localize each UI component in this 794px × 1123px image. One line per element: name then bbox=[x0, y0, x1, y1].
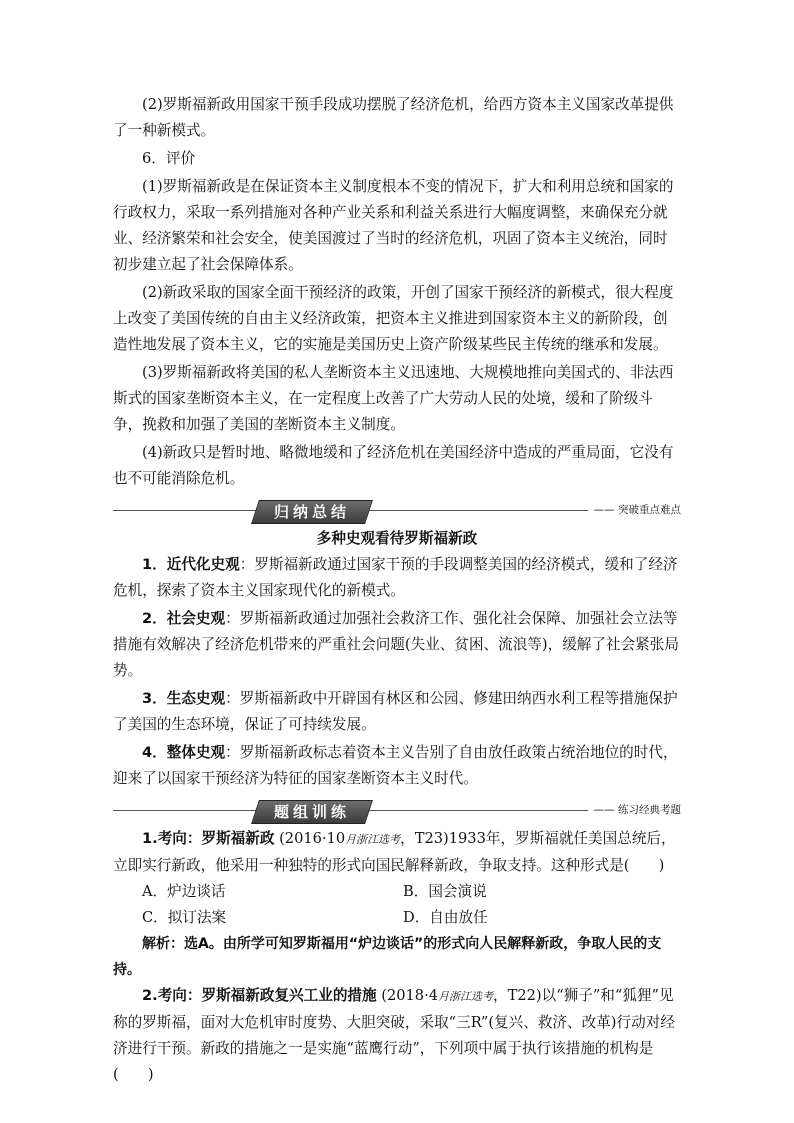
option-b[interactable]: B．国会演说 bbox=[403, 883, 487, 900]
summary-item-text: ：罗斯福新政标志着资本主义告别了自由放任政策占统治地位的时代，迎来了以国家干预经济为特征的国家垄断资本主义时代。 bbox=[113, 744, 678, 787]
summary-item-label: 1．近代化史观 bbox=[142, 556, 240, 573]
question-1-options-row-2 bbox=[113, 905, 681, 931]
question-2-source-exam: 月浙江选考 bbox=[438, 990, 494, 1003]
question-1-source-exam: 月浙江选考 bbox=[345, 833, 401, 846]
paragraph-intro-2: (2)罗斯福新政用国家干预手段成功摆脱了经济危机，给西方资本主义国家改革提供了一种新模式。 bbox=[113, 96, 674, 139]
summary-item-label: 2．社会史观 bbox=[142, 610, 226, 627]
summary-item-text: ：罗斯福新政通过国家干预的手段调整美国的经济模式，缓和了经济危机，探索了资本主义国家现代化的新模式。 bbox=[113, 556, 678, 599]
summary-subtitle: —— 突破重点难点 bbox=[588, 501, 681, 519]
option-c[interactable]: C．拟订法案 bbox=[142, 909, 227, 926]
summary-item-1 bbox=[113, 552, 681, 604]
summary-item-3 bbox=[113, 686, 681, 738]
summary-item-text: ：罗斯福新政中开辟国有林区和公园、修建田纳西水利工程等措施保护了美国的生态环境，保证了可持续发展。 bbox=[113, 690, 678, 733]
summary-item-label: 4．整体史观 bbox=[142, 744, 226, 761]
question-1-source-num: ，T23) bbox=[400, 830, 449, 847]
question-1-text: 1933年，罗斯福就任美国总统后，立即实行新政，他采用一种独特的形式向国民解释新政，争取支持。这种形式是( ) bbox=[113, 830, 676, 874]
question-1-stem bbox=[113, 826, 681, 879]
summary-tag: 归纳总结 bbox=[251, 500, 373, 524]
question-1-analysis: 解析：选A。由所学可知罗斯福用“炉边谈话”的形式向人民解释新政，争取人民的支持。 bbox=[113, 936, 662, 978]
evaluation-item-3: (3)罗斯福新政将美国的私人垄断资本主义迅速地、大规模地推向美国式的、非法西斯式的国家垄断资本主义，在一定程度上改善了广大劳动人民的处境，缓和了阶级斗争，挽救和加强了美国的垄断资本主义制度。 bbox=[113, 364, 674, 433]
question-2-text: 以“狮子”和“狐狸”见称的罗斯福，面对大危机审时度势、大胆突破，采取“三R”(复兴、救济、改革)行动对经济进行干预。新政的措施之一是实施“蓝鹰行动”，下列项中属于执行该措施的机构是( ) bbox=[113, 987, 675, 1083]
evaluation-item-1: (1)罗斯福新政是在保证资本主义制度根本不变的情况下，扩大和利用总统和国家的行政权力，采取一系列措施对各种产业关系和利益关系进行大幅度调整，来确保充分就业、经济繁荣和社会安全，使美国渡过了当时的经济危机，巩固了资本主义统治，同时初步建立起了社会保障体系。 bbox=[113, 178, 674, 273]
evaluation-item-2: (2)新政采取的国家全面干预经济的政策，开创了国家干预经济的新模式，很大程度上改变了美国传统的自由主义经济政策，把资本主义推进到国家资本主义的新阶段，创造性地发展了资本主义，它的实施是美国历史上资产阶级某些民主传统的继承和发展。 bbox=[113, 284, 674, 353]
option-d[interactable]: D．自由放任 bbox=[403, 909, 488, 926]
summary-item-4 bbox=[113, 740, 681, 792]
question-2-prefix: 2.考向：罗斯福新政复兴工业的措施 bbox=[142, 987, 377, 1004]
question-1-source-year: (2016·10 bbox=[279, 830, 346, 847]
question-2-source-year: (2018·4 bbox=[381, 987, 439, 1004]
summary-title: 多种史观看待罗斯福新政 bbox=[316, 530, 478, 547]
summary-item-2 bbox=[113, 606, 681, 684]
exercise-banner bbox=[113, 800, 681, 822]
summary-banner bbox=[113, 500, 681, 522]
evaluation-item-4: (4)新政只是暂时地、略微地缓和了经济危机在美国经济中造成的严重局面，它没有也不可能消除危机。 bbox=[113, 444, 674, 487]
question-1-options-row-1 bbox=[113, 879, 681, 905]
option-a[interactable]: A．炉边谈话 bbox=[142, 883, 226, 900]
question-1-prefix: 1.考向：罗斯福新政 bbox=[142, 830, 275, 847]
question-2-source-num: ，T22) bbox=[493, 987, 542, 1004]
summary-item-text: ：罗斯福新政通过加强社会救济工作、强化社会保障、加强社会立法等措施有效解决了经济危机带来的严重社会问题(失业、贫困、流浪等)，缓解了社会紧张局势。 bbox=[113, 610, 679, 679]
exercise-subtitle: —— 练习经典考题 bbox=[588, 801, 681, 819]
question-2-stem bbox=[113, 983, 681, 1088]
document-page bbox=[113, 92, 681, 1088]
evaluation-heading: 6．评价 bbox=[142, 150, 196, 167]
summary-item-label: 3．生态史观 bbox=[142, 690, 226, 707]
exercise-tag: 题组训练 bbox=[251, 800, 373, 824]
